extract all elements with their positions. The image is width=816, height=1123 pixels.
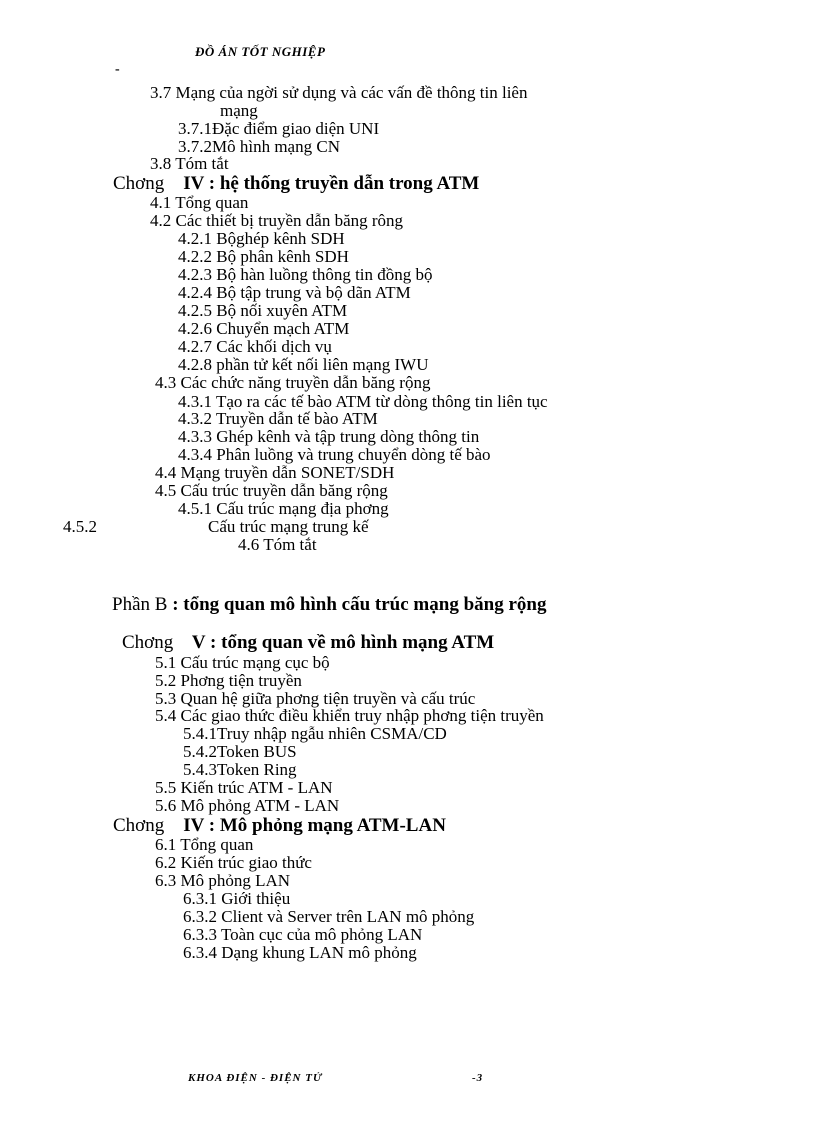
toc-item-5-4-1: 5.4.1Truy nhập ngẫu nhiên CSMA/CD	[183, 724, 447, 743]
toc-item-4-2-7: 4.2.7 Các khối dịch vụ	[178, 337, 332, 356]
chapter-4-heading	[113, 174, 479, 194]
toc-item-6-2: 6.2 Kiến trúc giao thức	[155, 853, 312, 872]
toc-item-4-2-6: 4.2.6 Chuyển mạch ATM	[178, 319, 350, 338]
toc-item-3-7-cont: mạng	[220, 101, 258, 120]
toc-item-6-3-1: 6.3.1 Giới thiệu	[183, 889, 291, 908]
toc-item-5-1: 5.1 Cấu trúc mạng cục bộ	[155, 653, 330, 672]
toc-item-3-8: 3.8 Tóm tắt	[150, 154, 229, 173]
toc-item-5-3: 5.3 Quan hệ giữa phơng tiện truyền và cấu trúc	[155, 689, 476, 708]
chapter-label: Chơng	[113, 173, 165, 194]
toc-item-4-5-2: Cấu trúc mạng trung kế	[208, 517, 369, 536]
toc-item-4-2-2: 4.2.2 Bộ phân kênh SDH	[178, 247, 349, 266]
toc-item-4-5: 4.5 Cấu trúc truyền dẫn băng rộng	[155, 481, 388, 500]
toc-item-4-3-1: 4.3.1 Tạo ra các tế bào ATM từ dòng thông tin liên tục	[178, 392, 548, 411]
toc-item-5-4: 5.4 Các giao thức điều khiển truy nhập phơng tiện truyền	[155, 706, 544, 725]
toc-item-4-2-8: 4.2.8 phần tử kết nối liên mạng IWU	[178, 355, 429, 374]
page-header-title: ĐỒ ÁN TỐT NGHIỆP	[195, 44, 326, 59]
toc-item-6-3-4: 6.3.4 Dạng khung LAN mô phỏng	[183, 943, 417, 962]
chapter-title: V : tổng quan về mô hình mạng ATM	[191, 632, 495, 653]
chapter-5-heading	[122, 633, 494, 653]
toc-item-4-2-3: 4.2.3 Bộ hàn luồng thông tin đồng bộ	[178, 265, 433, 284]
toc-item-4-3-3: 4.3.3 Ghép kênh và tập trung dòng thông tin	[178, 427, 480, 446]
toc-item-4-2: 4.2 Các thiết bị truyền dẫn băng rông	[150, 211, 404, 230]
toc-item-4-2-5: 4.2.5 Bộ nối xuyên ATM	[178, 301, 348, 320]
toc-item-4-5-1: 4.5.1 Cấu trúc mạng địa phơng	[178, 499, 389, 518]
footer-page-number: -3	[472, 1072, 484, 1084]
toc-item-6-3-3: 6.3.3 Toàn cục của mô phỏng LAN	[183, 925, 423, 944]
toc-item-3-7-2: 3.7.2Mô hình mạng CN	[178, 137, 340, 156]
toc-item-4-6: 4.6 Tóm tắt	[238, 535, 317, 554]
header-dash: -	[115, 62, 120, 77]
toc-item-4-1: 4.1 Tổng quan	[150, 193, 249, 212]
toc-item-3-7: 3.7 Mạng của ngời sử dụng và các vấn đề thông tin liên	[150, 83, 528, 102]
part-title: : tổng quan mô hình cấu trúc mạng băng rộng	[172, 594, 547, 615]
chapter-title: IV : Mô phỏng mạng ATM-LAN	[183, 815, 446, 836]
toc-item-5-4-3: 5.4.3Token Ring	[183, 760, 297, 779]
toc-item-4-5-2-number: 4.5.2	[63, 517, 97, 536]
toc-item-5-6: 5.6 Mô phỏng ATM - LAN	[155, 796, 340, 815]
part-label: Phần B	[112, 594, 168, 615]
chapter-title: IV : hệ thống truyền dẫn trong ATM	[183, 173, 480, 194]
toc-item-5-2: 5.2 Phơng tiện truyền	[155, 671, 302, 690]
toc-item-4-2-4: 4.2.4 Bộ tập trung và bộ dãn ATM	[178, 283, 411, 302]
toc-item-3-7-1: 3.7.1Đặc điểm giao diện UNI	[178, 119, 380, 138]
toc-item-4-3-4: 4.3.4 Phân luồng và trung chuyển dòng tế bào	[178, 445, 491, 464]
toc-item-6-3-2: 6.3.2 Client và Server trên LAN mô phỏng	[183, 907, 475, 926]
toc-item-4-2-1: 4.2.1 Bộghép kênh SDH	[178, 229, 345, 248]
chapter-label: Chơng	[113, 815, 165, 836]
toc-item-5-4-2: 5.4.2Token BUS	[183, 742, 297, 761]
toc-item-4-3: 4.3 Các chức năng truyền dẫn băng rộng	[155, 373, 431, 392]
toc-item-4-3-2: 4.3.2 Truyền dẫn tế bào ATM	[178, 409, 378, 428]
footer-department: KHOA ĐIỆN - ĐIỆN TỬ	[188, 1072, 323, 1084]
chapter-label: Chơng	[122, 632, 174, 653]
toc-item-4-4: 4.4 Mạng truyền dẫn SONET/SDH	[155, 463, 395, 482]
toc-item-6-1: 6.1 Tổng quan	[155, 835, 254, 854]
toc-item-6-3: 6.3 Mô phỏng LAN	[155, 871, 291, 890]
chapter-6-heading	[113, 816, 446, 836]
toc-item-5-5: 5.5 Kiến trúc ATM - LAN	[155, 778, 333, 797]
part-b-heading	[112, 594, 546, 616]
